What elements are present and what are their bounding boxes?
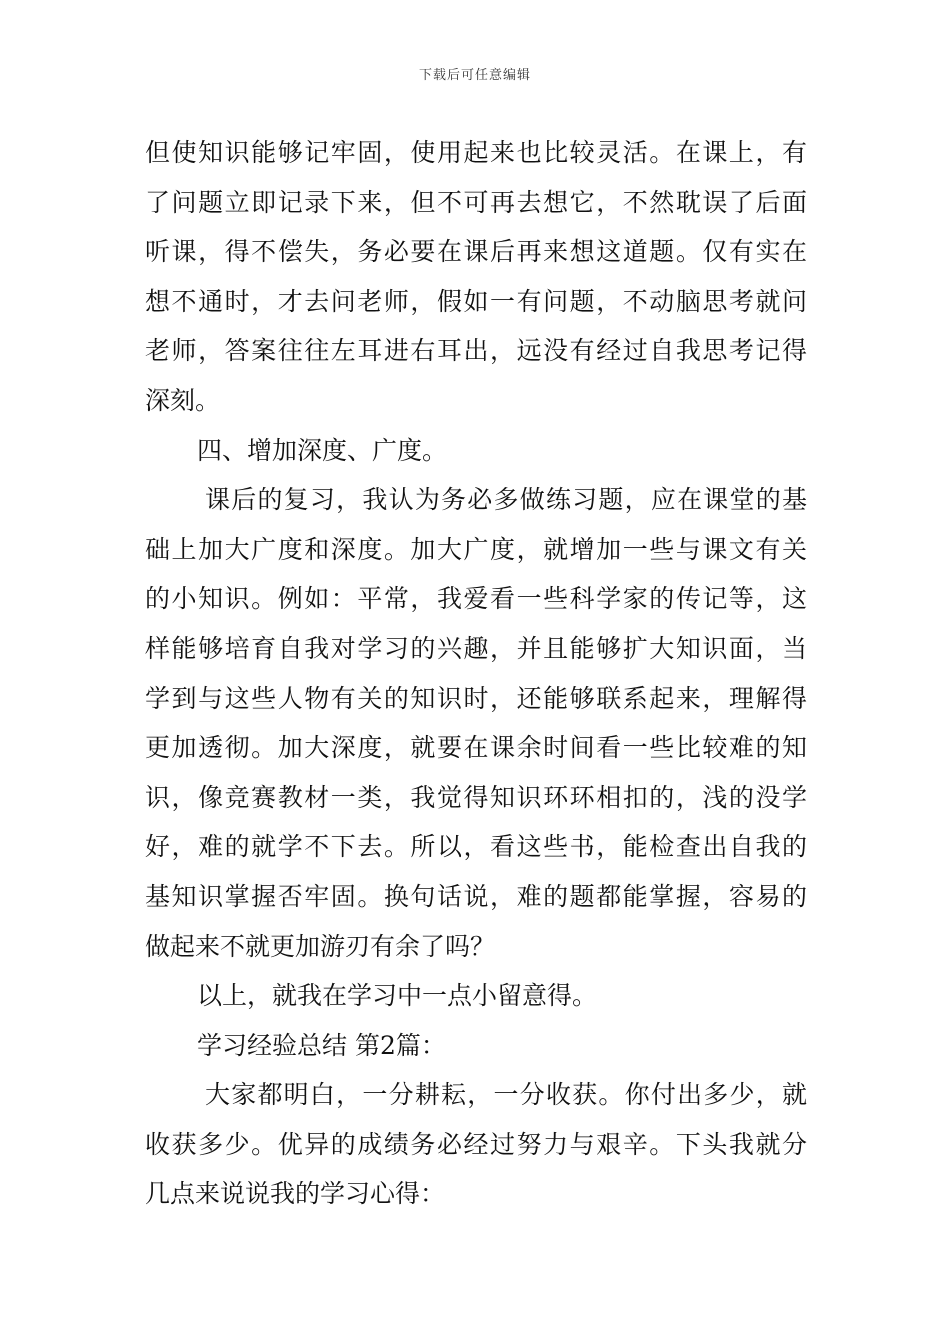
text-line: 的小知识。例如：平常，我爱看一些科学家的传记等，这 <box>145 584 807 614</box>
text-line: 样能够培育自我对学习的兴趣，并且能够扩大知识面，当 <box>145 633 807 663</box>
text-line: 基知识掌握否牢固。换句话说，难的题都能掌握，容易的 <box>145 881 807 911</box>
text-line: 做起来不就更加游刃有余了吗？ <box>145 931 496 961</box>
text-line: 学到与这些人物有关的知识时，还能够联系起来，理解得 <box>145 683 807 713</box>
text-line: 老师，答案往往左耳进右耳出，远没有经过自我思考记得 <box>145 336 807 366</box>
text-line: 课后的复习，我认为务必多做练习题，应在课堂的基 <box>205 485 807 515</box>
section-heading: 四、增加深度、广度。 <box>197 435 448 465</box>
text-line: 几点来说说我的学习心得： <box>145 1179 446 1209</box>
page-header: 下载后可任意编辑 <box>418 68 531 83</box>
text-line: 础上加大广度和深度。加大广度，就增加一些与课文有关 <box>145 534 807 564</box>
section-heading: 学习经验总结 第2篇： <box>197 1030 446 1060</box>
text-line: 想不通时，才去问老师，假如一有问题，不动脑思考就问 <box>145 286 807 316</box>
text-line: 收获多少。优异的成绩务必经过努力与艰辛。下头我就分 <box>145 1129 807 1159</box>
document-body <box>145 128 807 1219</box>
text-line: 好，难的就学不下去。所以，看这些书，能检查出自我的 <box>145 832 807 862</box>
text-line: 大家都明白，一分耕耘，一分收获。你付出多少，就 <box>205 1080 807 1110</box>
text-line: 识，像竞赛教材一类，我觉得知识环环相扣的，浅的没学 <box>145 782 807 812</box>
text-line: 但使知识能够记牢固，使用起来也比较灵活。在课上，有 <box>145 138 807 167</box>
text-line: 更加透彻。加大深度，就要在课余时间看一些比较难的知 <box>145 733 807 763</box>
text-line: 以上，就我在学习中一点小留意得。 <box>197 981 598 1011</box>
text-line: 听课，得不偿失，务必要在课后再来想这道题。仅有实在 <box>145 237 807 267</box>
text-line: 深刻。 <box>145 385 221 415</box>
text-line: 了问题立即记录下来，但不可再去想它，不然耽误了后面 <box>145 187 807 217</box>
